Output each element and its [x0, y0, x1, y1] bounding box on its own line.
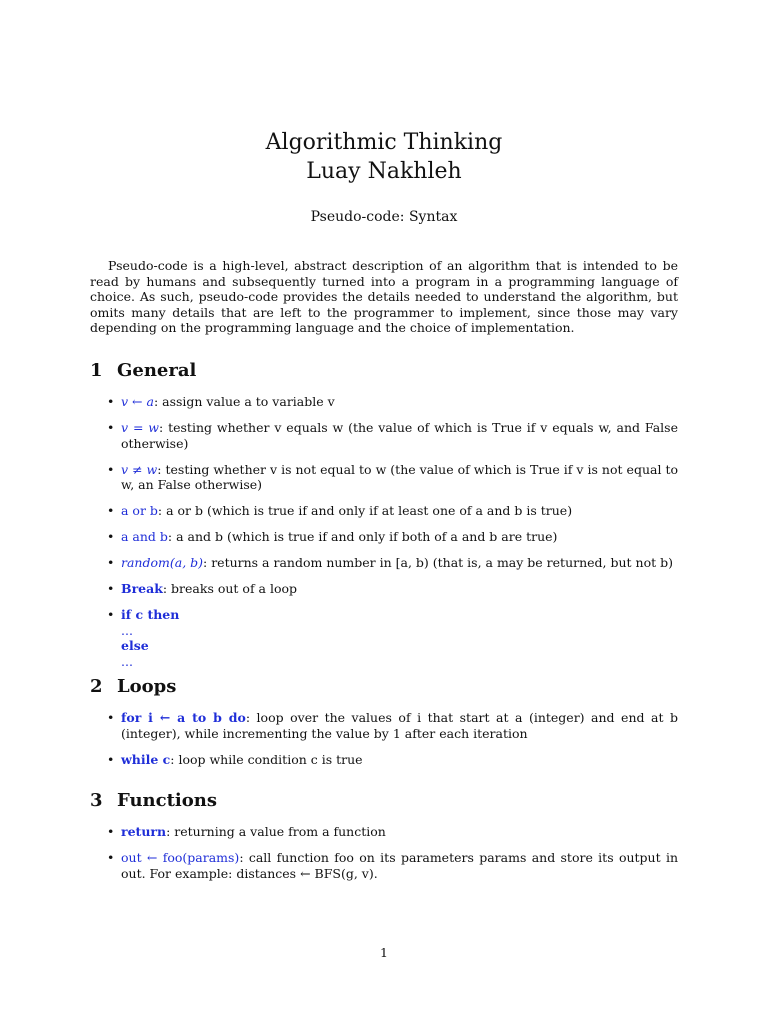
section-number: 3: [90, 790, 103, 811]
loops-list: [90, 710, 678, 778]
section-title: Functions: [117, 790, 217, 811]
item-desc: : testing whether v equals w (the value of which is True if v equals w, and False otherwise): [121, 419, 678, 451]
list-item: [90, 503, 678, 519]
document-subtitle: Pseudo-code: Syntax: [310, 209, 458, 225]
list-item: [90, 850, 678, 881]
if-then-line: • if c then: [121, 607, 180, 623]
item-desc: : call function foo on its parameters params and store its output in out. For example: distances ← BFS(g, v).: [121, 849, 678, 881]
document-author: Luay Nakhleh: [306, 159, 462, 184]
list-item: [90, 581, 678, 597]
else-line: else: [121, 638, 149, 654]
section-heading-loops: [90, 676, 176, 697]
list-item: [90, 420, 678, 451]
item-desc: : loop while condition c is true: [170, 751, 363, 767]
item-desc: : assign value a to variable v: [153, 394, 335, 409]
ellipsis-line: ...: [121, 653, 133, 669]
page-number: 1: [380, 945, 388, 960]
ellipsis-line: ...: [121, 622, 133, 638]
document-title: Algorithmic Thinking: [265, 130, 503, 155]
item-head: v ← a: [121, 394, 154, 409]
list-item: [90, 555, 678, 571]
section-title: General: [117, 360, 197, 381]
item-head: return: [121, 824, 167, 839]
item-desc: : returns a random number in [a, b) (that is, a may be returned, but not b): [203, 555, 673, 571]
list-item: [90, 394, 678, 410]
section-heading-functions: [90, 790, 217, 811]
section-heading-general: [90, 360, 196, 381]
item-desc: : a and b (which is true if and only if both of a and b are true): [167, 529, 558, 545]
item-head: v = w: [121, 419, 159, 435]
section-title: Loops: [117, 676, 177, 697]
list-item: [90, 752, 678, 768]
list-item: [90, 607, 678, 669]
item-desc: : loop over the values of i that start at a (integer) and end at b (integer), while incrementing the value by 1 after each iteration: [121, 710, 678, 741]
list-item: [90, 824, 678, 840]
functions-list: [90, 824, 678, 892]
list-item: [90, 710, 678, 741]
section-number: 1: [90, 360, 103, 381]
item-head: Break: [121, 581, 163, 597]
item-head: v ≠ w: [121, 461, 158, 477]
item-head: a and b: [121, 529, 168, 545]
item-desc: : testing whether v is not equal to w (the value of which is True if v is not equal to w, an False otherwise): [121, 461, 679, 493]
item-desc: : breaks out of a loop: [162, 581, 298, 597]
item-desc: : returning a value from a function: [166, 824, 386, 839]
item-head: random(a, b): [121, 555, 204, 571]
item-head: while c: [121, 751, 171, 767]
item-desc: : a or b (which is true if and only if at least one of a and b is true): [157, 503, 573, 519]
list-item: [90, 529, 678, 545]
item-head: a or b: [121, 503, 158, 519]
list-item: [90, 462, 678, 493]
item-head: out ← foo(params): [121, 849, 240, 865]
general-list: [90, 394, 678, 680]
item-head: for i ← a to b do: [121, 710, 246, 725]
abstract-paragraph: Pseudo-code is a high-level, abstract description of an algorithm that is intended to be read by humans and subsequently turned into a program in a programming language of choice. As such, pseudo-code provides the details needed to understand the algorithm, but omits many details that are left to the programmer to implement, since those may vary depending on the programming language and the choice of implementation.: [90, 258, 678, 336]
section-number: 2: [90, 676, 103, 697]
